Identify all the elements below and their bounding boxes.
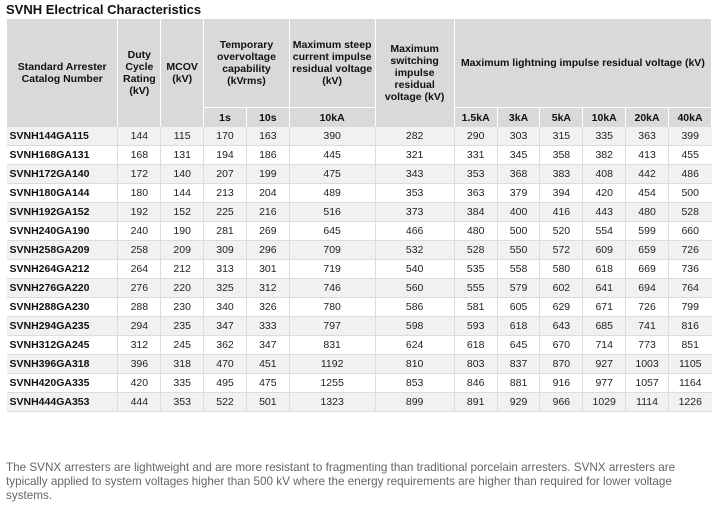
catalog-number-cell: SVNH264GA212 [7,260,118,279]
value-cell: 379 [497,184,540,203]
value-cell: 363 [626,127,669,146]
value-cell: 321 [375,146,454,165]
value-cell: 282 [375,127,454,146]
value-cell: 618 [583,260,626,279]
value-cell: 420 [118,374,161,393]
value-cell: 645 [289,222,375,241]
value-cell: 1226 [668,393,711,412]
value-cell: 225 [204,203,247,222]
value-cell: 216 [246,203,289,222]
value-cell: 659 [626,241,669,260]
value-cell: 540 [375,260,454,279]
value-cell: 442 [626,165,669,184]
value-cell: 394 [540,184,583,203]
value-cell: 220 [161,279,204,298]
header-mcov: MCOV (kV) [161,19,204,127]
value-cell: 451 [246,355,289,374]
value-cell: 454 [626,184,669,203]
value-cell: 240 [118,222,161,241]
value-cell: 358 [540,146,583,165]
value-cell: 390 [289,127,375,146]
value-cell: 586 [375,298,454,317]
value-cell: 209 [161,241,204,260]
value-cell: 235 [161,317,204,336]
catalog-number-cell: SVNH312GA245 [7,336,118,355]
value-cell: 470 [204,355,247,374]
value-cell: 846 [454,374,497,393]
value-cell: 443 [583,203,626,222]
value-cell: 288 [118,298,161,317]
value-cell: 368 [497,165,540,184]
value-cell: 598 [375,317,454,336]
value-cell: 501 [246,393,289,412]
table-row [7,374,712,393]
value-cell: 572 [540,241,583,260]
table-body [7,127,712,412]
value-cell: 408 [583,165,626,184]
value-cell: 764 [668,279,711,298]
subheader-5ka: 5kA [540,108,583,128]
table-row [7,165,712,184]
value-cell: 645 [497,336,540,355]
value-cell: 420 [583,184,626,203]
subheader-10s: 10s [246,108,289,128]
value-cell: 746 [289,279,375,298]
value-cell: 230 [161,298,204,317]
subheader-3ka: 3kA [497,108,540,128]
value-cell: 555 [454,279,497,298]
footnote: The SVNX arresters are lightweight and are more resistant to fragmenting than traditional porcelain arresters. SVNX arresters are typically applied to system voltages higher than 500 kV where the energy requirements are higher than required for lower voltage systems. [6,461,676,502]
value-cell: 331 [454,146,497,165]
value-cell: 694 [626,279,669,298]
value-cell: 535 [454,260,497,279]
catalog-number-cell: SVNH294GA235 [7,317,118,336]
value-cell: 726 [626,298,669,317]
value-cell: 186 [246,146,289,165]
value-cell: 383 [540,165,583,184]
value-cell: 475 [246,374,289,393]
value-cell: 480 [454,222,497,241]
value-cell: 312 [246,279,289,298]
value-cell: 532 [375,241,454,260]
value-cell: 190 [161,222,204,241]
value-cell: 303 [497,127,540,146]
subheader-steep-10ka: 10kA [289,108,375,128]
value-cell: 593 [454,317,497,336]
value-cell: 853 [375,374,454,393]
subheader-10ka: 10kA [583,108,626,128]
value-cell: 500 [668,184,711,203]
table-row [7,393,712,412]
value-cell: 345 [497,146,540,165]
value-cell: 333 [246,317,289,336]
value-cell: 522 [204,393,247,412]
value-cell: 313 [204,260,247,279]
catalog-number-cell: SVNH172GA140 [7,165,118,184]
value-cell: 144 [118,127,161,146]
value-cell: 881 [497,374,540,393]
value-cell: 172 [118,165,161,184]
value-cell: 1003 [626,355,669,374]
table-row [7,336,712,355]
value-cell: 624 [375,336,454,355]
value-cell: 803 [454,355,497,374]
value-cell: 264 [118,260,161,279]
value-cell: 353 [454,165,497,184]
value-cell: 528 [668,203,711,222]
value-cell: 929 [497,393,540,412]
catalog-number-cell: SVNH420GA335 [7,374,118,393]
value-cell: 899 [375,393,454,412]
value-cell: 212 [161,260,204,279]
value-cell: 605 [497,298,540,317]
value-cell: 204 [246,184,289,203]
value-cell: 131 [161,146,204,165]
value-cell: 325 [204,279,247,298]
electrical-characteristics-table [6,19,712,412]
table-title: SVNH Electrical Characteristics [6,2,202,17]
header-tov: Temporary overvoltage capability (kVrms) [204,19,290,108]
value-cell: 343 [375,165,454,184]
value-cell: 466 [375,222,454,241]
value-cell: 413 [626,146,669,165]
value-cell: 609 [583,241,626,260]
value-cell: 486 [668,165,711,184]
value-cell: 831 [289,336,375,355]
value-cell: 837 [497,355,540,374]
table-row [7,279,712,298]
header-steep-current: Maximum steep current impulse residual voltage (kV) [289,19,375,108]
value-cell: 335 [583,127,626,146]
value-cell: 353 [161,393,204,412]
table-row [7,298,712,317]
value-cell: 870 [540,355,583,374]
value-cell: 312 [118,336,161,355]
value-cell: 170 [204,127,247,146]
value-cell: 455 [668,146,711,165]
value-cell: 258 [118,241,161,260]
value-cell: 276 [118,279,161,298]
value-cell: 373 [375,203,454,222]
value-cell: 192 [118,203,161,222]
value-cell: 269 [246,222,289,241]
value-cell: 916 [540,374,583,393]
value-cell: 520 [540,222,583,241]
value-cell: 797 [289,317,375,336]
table-row [7,203,712,222]
value-cell: 736 [668,260,711,279]
subheader-1-5ka: 1.5kA [454,108,497,128]
table-row [7,355,712,374]
value-cell: 685 [583,317,626,336]
value-cell: 382 [583,146,626,165]
header-catalog-number: Standard Arrester Catalog Number [7,19,118,127]
value-cell: 741 [626,317,669,336]
table-row [7,222,712,241]
value-cell: 296 [246,241,289,260]
value-cell: 353 [375,184,454,203]
value-cell: 168 [118,146,161,165]
value-cell: 362 [204,336,247,355]
value-cell: 927 [583,355,626,374]
value-cell: 709 [289,241,375,260]
value-cell: 1057 [626,374,669,393]
value-cell: 396 [118,355,161,374]
catalog-number-cell: SVNH144GA115 [7,127,118,146]
value-cell: 445 [289,146,375,165]
value-cell: 363 [454,184,497,203]
header-switching: Maximum switching impulse residual voltage (kV) [375,19,454,127]
header-lightning: Maximum lightning impulse residual voltage (kV) [454,19,711,108]
value-cell: 1192 [289,355,375,374]
value-cell: 144 [161,184,204,203]
value-cell: 199 [246,165,289,184]
value-cell: 180 [118,184,161,203]
value-cell: 618 [497,317,540,336]
value-cell: 669 [626,260,669,279]
value-cell: 554 [583,222,626,241]
catalog-number-cell: SVNH192GA152 [7,203,118,222]
catalog-number-cell: SVNH168GA131 [7,146,118,165]
value-cell: 579 [497,279,540,298]
value-cell: 581 [454,298,497,317]
value-cell: 599 [626,222,669,241]
value-cell: 629 [540,298,583,317]
value-cell: 977 [583,374,626,393]
value-cell: 714 [583,336,626,355]
value-cell: 290 [454,127,497,146]
value-cell: 207 [204,165,247,184]
value-cell: 152 [161,203,204,222]
subheader-20ka: 20kA [626,108,669,128]
value-cell: 301 [246,260,289,279]
value-cell: 550 [497,241,540,260]
header-duty-cycle: Duty Cycle Rating (kV) [118,19,161,127]
catalog-number-cell: SVNH396GA318 [7,355,118,374]
value-cell: 643 [540,317,583,336]
value-cell: 719 [289,260,375,279]
value-cell: 641 [583,279,626,298]
catalog-number-cell: SVNH240GA190 [7,222,118,241]
table-row [7,146,712,165]
value-cell: 660 [668,222,711,241]
value-cell: 326 [246,298,289,317]
value-cell: 799 [668,298,711,317]
value-cell: 618 [454,336,497,355]
value-cell: 480 [626,203,669,222]
value-cell: 213 [204,184,247,203]
value-cell: 399 [668,127,711,146]
value-cell: 580 [540,260,583,279]
value-cell: 1255 [289,374,375,393]
value-cell: 335 [161,374,204,393]
value-cell: 1105 [668,355,711,374]
value-cell: 671 [583,298,626,317]
value-cell: 1114 [626,393,669,412]
value-cell: 245 [161,336,204,355]
value-cell: 400 [497,203,540,222]
table-row [7,260,712,279]
value-cell: 444 [118,393,161,412]
value-cell: 966 [540,393,583,412]
value-cell: 1029 [583,393,626,412]
value-cell: 851 [668,336,711,355]
catalog-number-cell: SVNH444GA353 [7,393,118,412]
value-cell: 281 [204,222,247,241]
value-cell: 140 [161,165,204,184]
value-cell: 670 [540,336,583,355]
table-row [7,184,712,203]
value-cell: 560 [375,279,454,298]
value-cell: 315 [540,127,583,146]
value-cell: 602 [540,279,583,298]
value-cell: 318 [161,355,204,374]
value-cell: 1323 [289,393,375,412]
value-cell: 773 [626,336,669,355]
value-cell: 115 [161,127,204,146]
value-cell: 810 [375,355,454,374]
value-cell: 780 [289,298,375,317]
table-row [7,317,712,336]
value-cell: 1164 [668,374,711,393]
catalog-number-cell: SVNH276GA220 [7,279,118,298]
value-cell: 726 [668,241,711,260]
value-cell: 309 [204,241,247,260]
value-cell: 516 [289,203,375,222]
catalog-number-cell: SVNH180GA144 [7,184,118,203]
value-cell: 891 [454,393,497,412]
value-cell: 347 [246,336,289,355]
value-cell: 528 [454,241,497,260]
value-cell: 347 [204,317,247,336]
value-cell: 294 [118,317,161,336]
value-cell: 500 [497,222,540,241]
value-cell: 340 [204,298,247,317]
value-cell: 475 [289,165,375,184]
table-row [7,127,712,146]
value-cell: 194 [204,146,247,165]
value-cell: 384 [454,203,497,222]
value-cell: 558 [497,260,540,279]
value-cell: 495 [204,374,247,393]
catalog-number-cell: SVNH258GA209 [7,241,118,260]
subheader-1s: 1s [204,108,247,128]
value-cell: 816 [668,317,711,336]
value-cell: 163 [246,127,289,146]
catalog-number-cell: SVNH288GA230 [7,298,118,317]
subheader-40ka: 40kA [668,108,711,128]
table-row [7,241,712,260]
value-cell: 489 [289,184,375,203]
value-cell: 416 [540,203,583,222]
